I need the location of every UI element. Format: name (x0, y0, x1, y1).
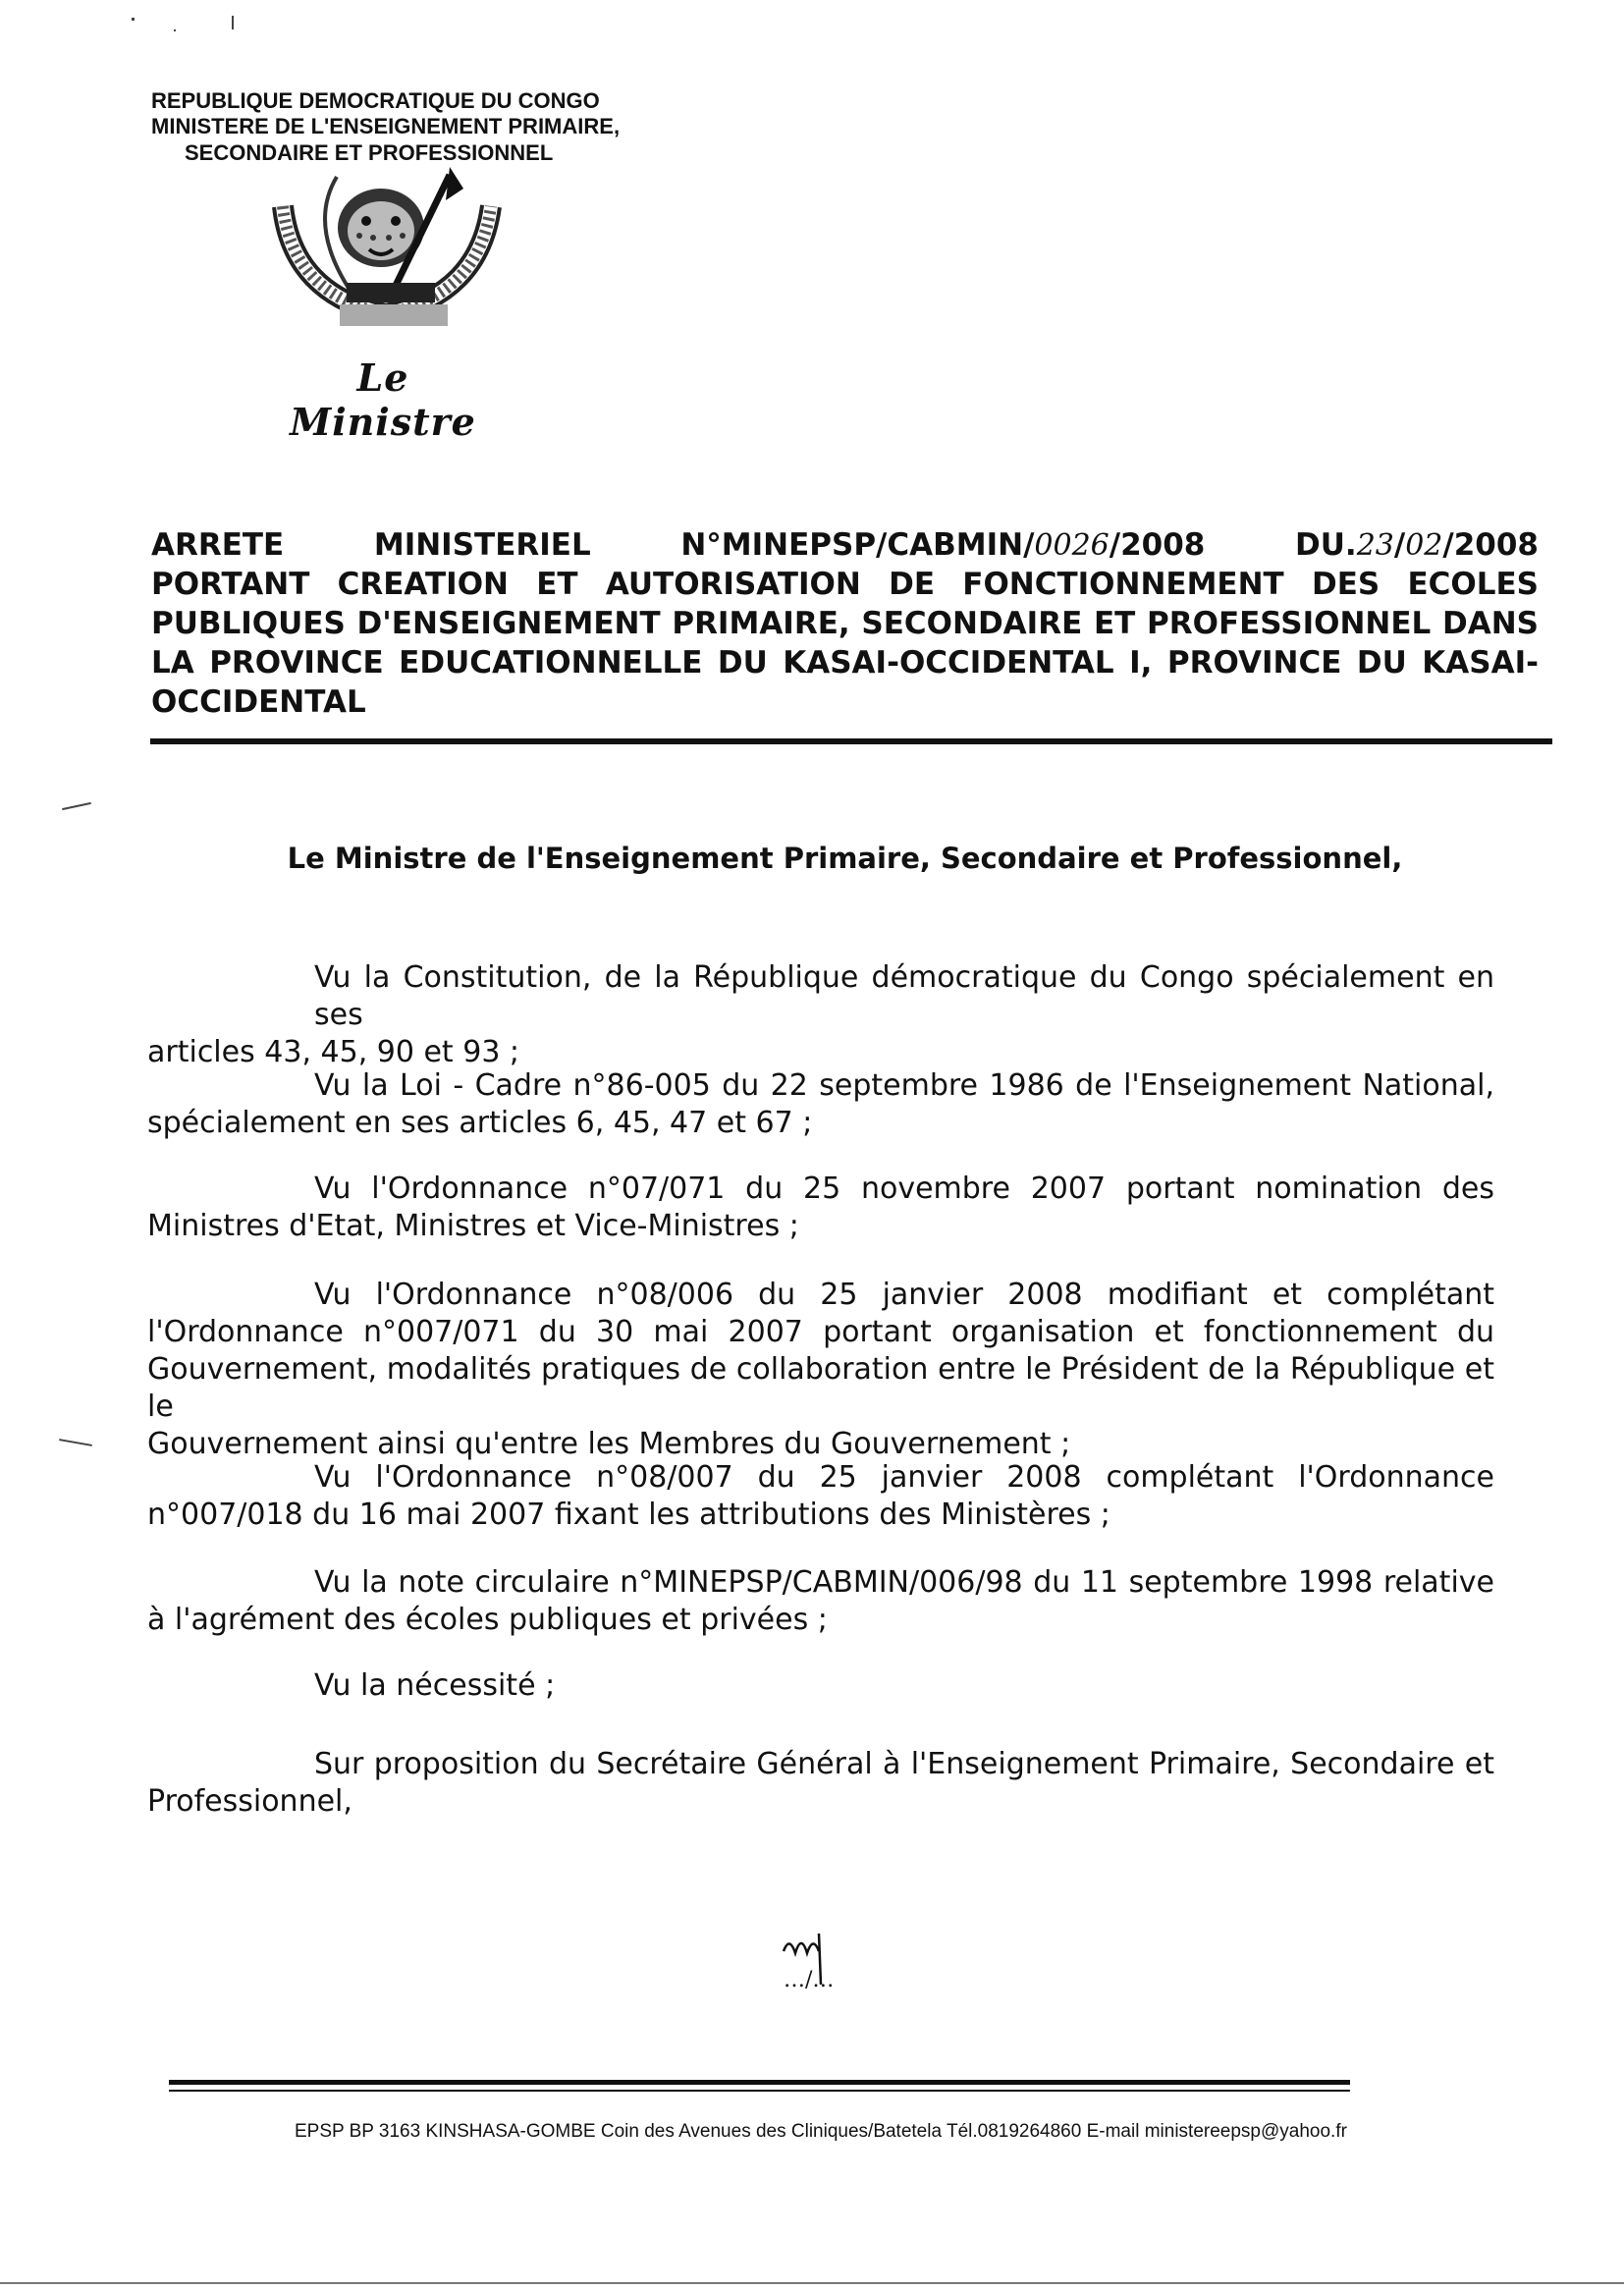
recital-line: Vu la note circulaire n°MINEPSP/CABMIN/006/98 du 11 septembre 1998 relative (314, 1565, 1494, 1600)
recital-line: à l'agrément des écoles publiques et privées ; (147, 1603, 828, 1637)
hole-punch-mark (62, 802, 91, 810)
recital-line: spécialement en ses articles 6, 45, 47 et 67 ; (147, 1106, 813, 1140)
decree-number-year: /2008 (1109, 527, 1206, 563)
decree-type: ARRETE (151, 527, 285, 563)
recital-paragraph (147, 1171, 1494, 1245)
title-divider (150, 738, 1552, 744)
decree-day-handwritten: 23 (1356, 528, 1394, 563)
recital-line: Vu la Constitution, de la République démocratique du Congo spécialement en ses (314, 960, 1494, 1032)
initials-and-continuation-mark (776, 1930, 864, 1998)
proposal-paragraph (147, 1746, 1494, 1821)
recital-paragraph (147, 959, 1494, 1071)
recital-paragraph (147, 1277, 1494, 1463)
decree-date: DU.23/02/2008 (1295, 527, 1539, 563)
recital-line: l'Ordonnance n°007/071 du 30 mai 2007 portant organisation et fonctionnement du (147, 1315, 1494, 1349)
header-ministry: MINISTERE DE L'ENSEIGNEMENT PRIMAIRE, (151, 114, 621, 138)
recital-line: Vu l'Ordonnance n°07/071 du 25 novembre 2007 portant nomination des (314, 1172, 1494, 1206)
footer-divider (169, 2080, 1350, 2085)
scan-speck (174, 29, 176, 31)
recital-paragraph (147, 1667, 1494, 1705)
hole-punch-mark (59, 1439, 92, 1446)
recital-line: Sur proposition du Secrétaire Général à l'Enseignement Primaire, Secondaire et (314, 1747, 1494, 1781)
recital-line: Vu la Loi - Cadre n°86-005 du 22 septembre 1986 de l'Enseignement National, (314, 1068, 1494, 1103)
recital-paragraph (147, 1459, 1494, 1534)
header-republic: REPUBLIQUE DEMOCRATIQUE DU CONGO (151, 88, 600, 113)
recital-line: Ministres d'Etat, Ministres et Vice-Ministres ; (147, 1209, 799, 1243)
decree-number-prefix: N°MINEPSP/CABMIN/ (680, 527, 1035, 563)
scan-edge (0, 2282, 1624, 2284)
decree-title-line-4: LA PROVINCE EDUCATIONNELLE DU KASAI-OCCIDENTAL I, PROVINCE DU KASAI- (151, 645, 1539, 681)
footer-divider-thin (169, 2090, 1350, 2092)
recital-line: Vu l'Ordonnance n°08/006 du 25 janvier 2008 modifiant et complétant (314, 1278, 1494, 1312)
recital-line: n°007/018 du 16 mai 2007 fixant les attributions des Ministères ; (147, 1498, 1110, 1532)
continuation-mark: …/… (784, 1968, 835, 1992)
issuing-authority: Le Ministre de l'Enseignement Primaire, Secondaire et Professionnel, (287, 842, 1403, 875)
recital-line: Professionnel, (147, 1784, 352, 1819)
scan-speck (232, 16, 234, 29)
recital-line: Gouvernement ainsi qu'entre les Membres du Gouvernement ; (147, 1427, 1071, 1461)
decree-number (680, 525, 1205, 566)
decree-title-line-2: PORTANT CREATION ET AUTORISATION DE FONCTIONNEMENT DES ECOLES (151, 567, 1539, 602)
decree-title-line-3: PUBLIQUES D'ENSEIGNEMENT PRIMAIRE, SECONDAIRE ET PROFESSIONNEL DANS (151, 606, 1539, 641)
recital-line: Gouvernement, modalités pratiques de collaboration entre le Président de la République et le (147, 1352, 1494, 1424)
minister-signature-label: Le Ministre (290, 355, 476, 444)
decree-number-handwritten: 0026 (1034, 528, 1110, 563)
coat-of-arms-emblem (263, 167, 509, 339)
decree-title-line-5: OCCIDENTAL (151, 684, 366, 720)
decree-qualifier: MINISTERIEL (373, 527, 591, 563)
decree-date-year: /2008 (1442, 527, 1539, 563)
recital-line: articles 43, 45, 90 et 93 ; (147, 1035, 520, 1069)
recital-paragraph (147, 1564, 1494, 1639)
footer-contact: EPSP BP 3163 KINSHASA-GOMBE Coin des Avenues des Cliniques/Batetela Tél.0819264860 E-mail ministereepsp@yahoo.fr (295, 2121, 1347, 2142)
decree-title-line-1 (151, 525, 1539, 566)
scan-speck (132, 18, 135, 21)
header-ministry-cont: SECONDAIRE ET PROFESSIONNEL (185, 140, 554, 165)
recital-line: Vu la nécessité ; (314, 1668, 556, 1703)
decree-date-prefix: DU. (1295, 527, 1357, 563)
recital-line: Vu l'Ordonnance n°08/007 du 25 janvier 2008 complétant l'Ordonnance (314, 1460, 1494, 1495)
decree-month-handwritten: 02 (1405, 528, 1443, 563)
recital-paragraph (147, 1067, 1494, 1142)
